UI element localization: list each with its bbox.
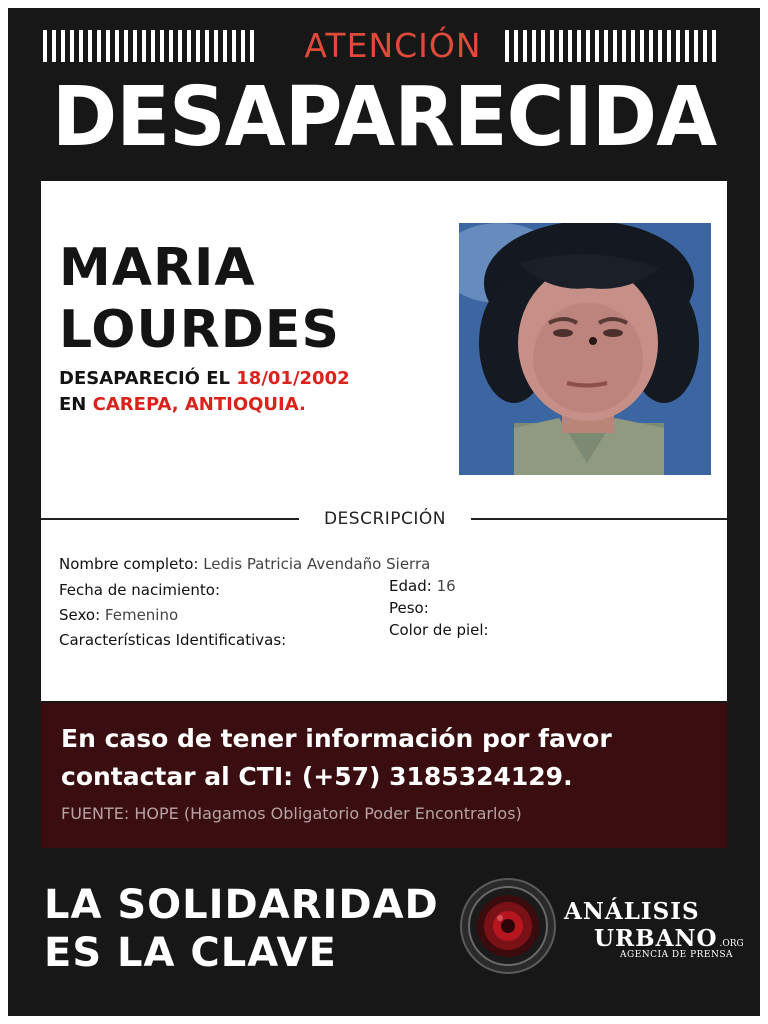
divider-left <box>41 518 299 520</box>
decorative-bars-right <box>505 30 716 62</box>
brand-suffix: .ORG <box>719 939 744 949</box>
brand-logo <box>564 898 744 960</box>
source-credit: FUENTE: HOPE (Hagamos Obligatorio Poder Encontrarlos) <box>61 804 522 823</box>
age-field <box>389 577 456 595</box>
slogan-line-2: ES LA CLAVE <box>44 930 337 976</box>
age-label: Edad: <box>389 577 432 595</box>
slogan <box>44 881 439 977</box>
missing-place-prefix: EN <box>59 394 93 415</box>
name-line-1: MARIA <box>59 238 256 298</box>
missing-date: 18/01/2002 <box>236 368 350 389</box>
divider-right <box>471 518 727 520</box>
sex-field <box>59 606 178 624</box>
contact-line-2: contactar al CTI: (+57) 3185324129. <box>61 762 573 791</box>
decorative-bars-left <box>43 30 254 62</box>
sex-label: Sexo: <box>59 606 101 624</box>
slogan-line-1: LA SOLIDARIDAD <box>44 882 439 928</box>
name-line-2: LOURDES <box>59 300 340 360</box>
birth-date-field <box>59 581 220 599</box>
weight-label: Peso: <box>389 599 429 617</box>
brand-name-line-2: URBANO <box>594 925 718 952</box>
missing-date-line <box>59 368 350 389</box>
poster-headline: DESAPARECIDA <box>51 70 717 165</box>
full-name-field <box>59 555 430 573</box>
brand-tagline: AGENCIA DE PRENSA <box>620 950 734 960</box>
weight-field <box>389 599 429 617</box>
person-photo <box>459 223 711 475</box>
features-label: Características Identificativas: <box>59 631 287 649</box>
brand-name-line-1: ANÁLISIS <box>564 898 700 925</box>
features-field <box>59 631 286 649</box>
full-name-value: Ledis Patricia Avendaño Sierra <box>203 555 431 573</box>
camera-lens-logo-icon <box>460 878 556 974</box>
skin-color-field <box>389 621 489 639</box>
full-name-label: Nombre completo: <box>59 555 199 573</box>
skin-color-label: Color de piel: <box>389 621 489 639</box>
attention-label: ATENCIÓN <box>304 26 482 65</box>
missing-date-prefix: DESAPARECIÓ EL <box>59 368 237 389</box>
person-name <box>59 237 340 361</box>
contact-line-1: En caso de tener información por favor <box>61 724 612 753</box>
missing-place-line <box>59 394 306 415</box>
contact-info-box <box>41 703 727 848</box>
birth-date-label: Fecha de nacimiento: <box>59 581 221 599</box>
contact-text <box>61 720 612 796</box>
person-card <box>41 181 727 701</box>
missing-place: CAREPA, ANTIOQUIA. <box>92 394 306 415</box>
age-value: 16 <box>436 577 456 595</box>
missing-person-poster <box>8 8 760 1016</box>
description-title: DESCRIPCIÓN <box>323 509 447 529</box>
sex-value: Femenino <box>104 606 179 624</box>
